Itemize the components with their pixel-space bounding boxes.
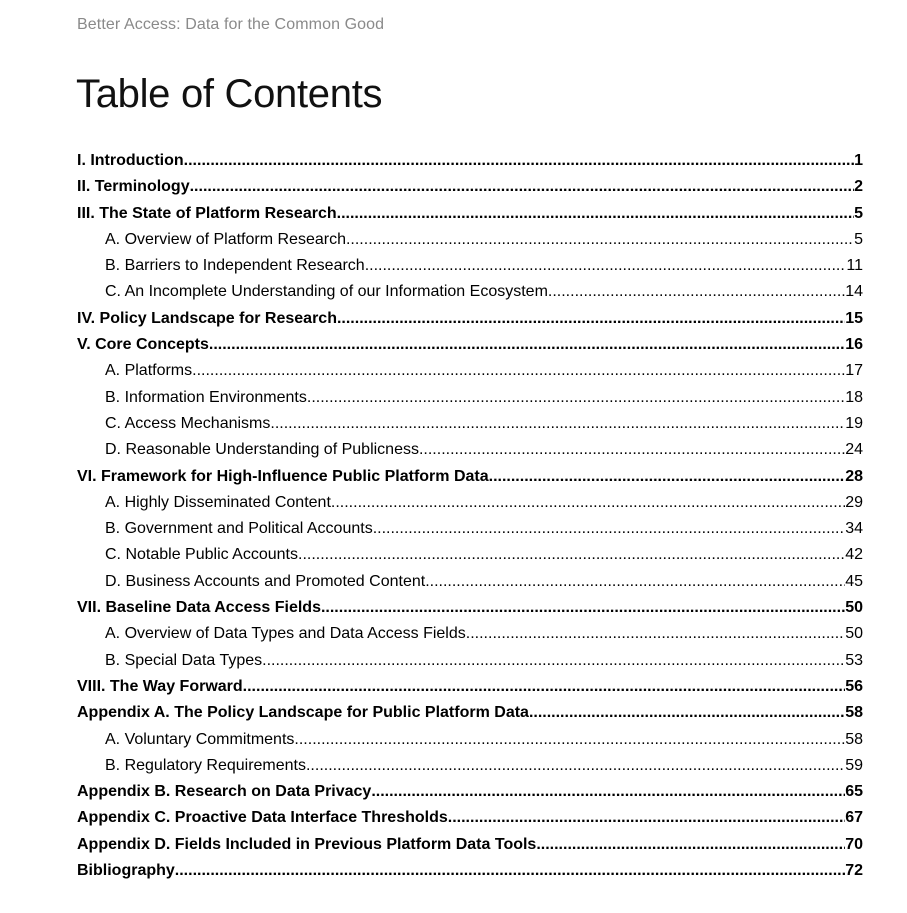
toc-dot-leader (489, 464, 846, 490)
toc-page-number: 28 (845, 467, 863, 485)
toc-dot-leader (548, 279, 845, 305)
toc-dot-leader (448, 805, 845, 831)
toc-entry-label: C. Access Mechanisms (105, 414, 271, 432)
toc-entry-label: B. Special Data Types (105, 651, 263, 669)
toc-dot-leader (262, 648, 845, 674)
toc-page-number: 65 (845, 783, 863, 801)
toc-dot-leader (529, 700, 845, 726)
toc-page-number: 15 (845, 309, 863, 327)
toc-entry-label: Appendix B. Research on Data Privacy (77, 783, 372, 801)
toc-section-entry[interactable] (77, 832, 863, 858)
toc-subsection-entry[interactable] (77, 727, 863, 753)
toc-dot-leader (337, 201, 854, 227)
toc-subsection-entry[interactable] (77, 490, 863, 516)
running-header: Better Access: Data for the Common Good (77, 16, 385, 33)
table-of-contents (77, 148, 863, 884)
toc-page-number: 5 (854, 230, 863, 248)
toc-subsection-entry[interactable] (77, 385, 863, 411)
toc-dot-leader (175, 858, 845, 884)
toc-dot-leader (466, 621, 845, 647)
toc-dot-leader (331, 490, 845, 516)
toc-section-entry[interactable] (77, 464, 863, 490)
toc-entry-label: VII. Baseline Data Access Fields (77, 599, 321, 617)
toc-entry-label: Appendix A. The Policy Landscape for Public Platform Data (77, 704, 529, 722)
toc-dot-leader (270, 411, 845, 437)
toc-page-number: 29 (845, 493, 863, 511)
toc-section-entry[interactable] (77, 201, 863, 227)
toc-page-number: 56 (845, 677, 863, 695)
toc-subsection-entry[interactable] (77, 358, 863, 384)
toc-subsection-entry[interactable] (77, 279, 863, 305)
toc-entry-label: D. Reasonable Understanding of Publicness (105, 441, 419, 459)
toc-entry-label: A. Overview of Data Types and Data Access Fields (105, 625, 466, 643)
toc-page-number: 19 (845, 414, 863, 432)
toc-entry-label: IV. Policy Landscape for Research (77, 309, 337, 327)
toc-dot-leader (536, 832, 845, 858)
toc-section-entry[interactable] (77, 306, 863, 332)
toc-entry-label: B. Information Environments (105, 388, 307, 406)
toc-section-entry[interactable] (77, 858, 863, 884)
toc-entry-label: Appendix D. Fields Included in Previous Platform Data Tools (77, 835, 537, 853)
toc-subsection-entry[interactable] (77, 542, 863, 568)
toc-subsection-entry[interactable] (77, 569, 863, 595)
toc-page-number: 17 (845, 362, 863, 380)
toc-section-entry[interactable] (77, 332, 863, 358)
toc-dot-leader (243, 674, 846, 700)
toc-section-entry[interactable] (77, 674, 863, 700)
toc-page-number: 50 (845, 625, 863, 643)
toc-entry-label: III. The State of Platform Research (77, 204, 337, 222)
toc-page-number: 18 (845, 388, 863, 406)
toc-page-number: 2 (854, 178, 863, 196)
toc-entry-label: A. Platforms (105, 362, 193, 380)
toc-dot-leader (371, 779, 845, 805)
toc-dot-leader (190, 174, 854, 200)
toc-page-number: 11 (846, 257, 863, 275)
toc-entry-label: VIII. The Way Forward (77, 677, 243, 695)
toc-section-entry[interactable] (77, 595, 863, 621)
toc-subsection-entry[interactable] (77, 648, 863, 674)
toc-dot-leader (307, 385, 845, 411)
toc-subsection-entry[interactable] (77, 253, 863, 279)
toc-entry-label: V. Core Concepts (77, 336, 209, 354)
toc-dot-leader (425, 569, 845, 595)
toc-entry-label: A. Voluntary Commitments (105, 730, 295, 748)
toc-dot-leader (184, 148, 854, 174)
toc-dot-leader (209, 332, 845, 358)
toc-subsection-entry[interactable] (77, 753, 863, 779)
toc-dot-leader (337, 306, 845, 332)
toc-entry-label: A. Overview of Platform Research (105, 230, 346, 248)
toc-page-number: 58 (845, 730, 863, 748)
toc-page-number: 42 (845, 546, 863, 564)
toc-page-number: 53 (845, 651, 863, 669)
toc-entry-label: D. Business Accounts and Promoted Content (105, 572, 426, 590)
toc-dot-leader (419, 437, 845, 463)
toc-dot-leader (192, 358, 845, 384)
page-title: Table of Contents (76, 72, 383, 116)
toc-entry-label: B. Regulatory Requirements (105, 756, 306, 774)
toc-dot-leader (346, 227, 854, 253)
toc-section-entry[interactable] (77, 779, 863, 805)
toc-entry-label: II. Terminology (77, 178, 190, 196)
toc-section-entry[interactable] (77, 174, 863, 200)
toc-entry-label: A. Highly Disseminated Content (105, 493, 331, 511)
toc-page-number: 67 (845, 809, 863, 827)
toc-subsection-entry[interactable] (77, 437, 863, 463)
toc-section-entry[interactable] (77, 700, 863, 726)
toc-section-entry[interactable] (77, 148, 863, 174)
toc-page-number: 50 (845, 599, 863, 617)
toc-subsection-entry[interactable] (77, 227, 863, 253)
toc-page-number: 58 (845, 704, 863, 722)
toc-section-entry[interactable] (77, 805, 863, 831)
toc-page-number: 24 (845, 441, 863, 459)
toc-page-number: 34 (845, 520, 863, 538)
toc-page-number: 1 (854, 152, 863, 169)
toc-page-number: 14 (845, 283, 863, 301)
toc-dot-leader (365, 253, 847, 279)
toc-page-number: 72 (845, 862, 863, 880)
toc-dot-leader (306, 753, 845, 779)
toc-entry-label: B. Government and Political Accounts (105, 520, 373, 538)
toc-dot-leader (294, 727, 845, 753)
toc-subsection-entry[interactable] (77, 411, 863, 437)
toc-subsection-entry[interactable] (77, 621, 863, 647)
toc-entry-label: Bibliography (77, 862, 175, 880)
toc-entry-label: VI. Framework for High-Influence Public Platform Data (77, 467, 489, 485)
toc-page-number: 70 (845, 835, 863, 853)
toc-entry-label: Appendix C. Proactive Data Interface Thresholds (77, 809, 448, 827)
toc-dot-leader (298, 542, 845, 568)
toc-entry-label: C. An Incomplete Understanding of our Information Ecosystem (105, 283, 548, 301)
toc-page-number: 16 (845, 336, 863, 354)
toc-page-number: 59 (845, 756, 863, 774)
toc-entry-label: I. Introduction (77, 152, 184, 169)
toc-page-number: 5 (854, 204, 863, 222)
toc-dot-leader (321, 595, 845, 621)
toc-dot-leader (373, 516, 846, 542)
toc-subsection-entry[interactable] (77, 516, 863, 542)
toc-page-number: 45 (845, 572, 863, 590)
toc-entry-label: C. Notable Public Accounts (105, 546, 298, 564)
toc-entry-label: B. Barriers to Independent Research (105, 257, 365, 275)
